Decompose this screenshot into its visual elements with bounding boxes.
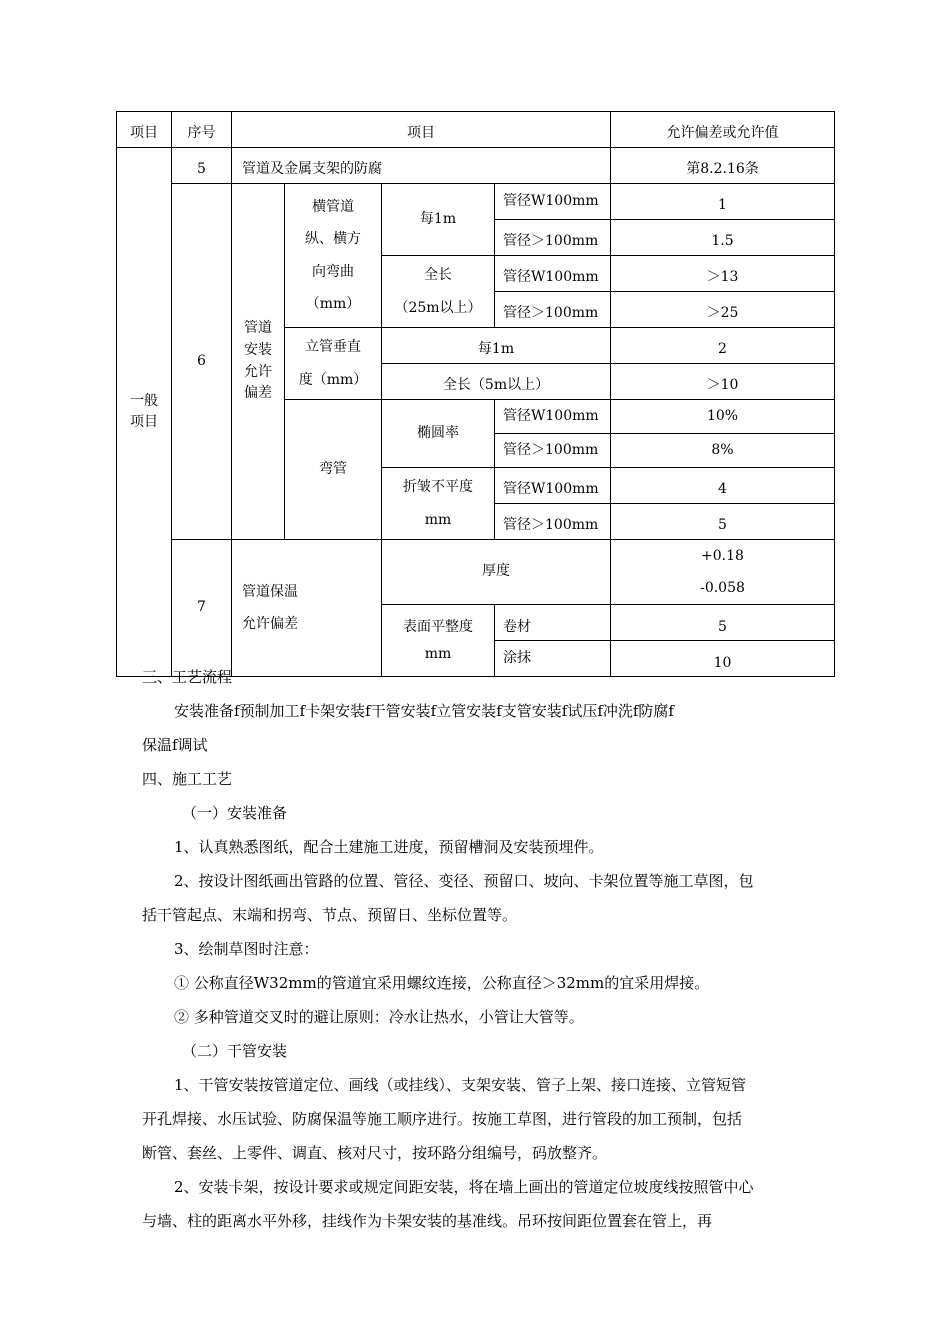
horizontal-cond-1: 管径W100mm <box>495 184 611 220</box>
category-general: 一般 项目 <box>117 148 172 677</box>
horizontal-cond-2: 管径＞100mm <box>495 220 611 256</box>
row7-cond-2: 涂抹 <box>495 641 611 677</box>
row7-flatness: 表面平整度 mm <box>382 605 495 677</box>
vertical-label: 立管垂直 度（mm） <box>285 328 382 400</box>
horizontal-cond-3: 管径W100mm <box>495 256 611 292</box>
row7-thickness-values: +0.18 -0.058 <box>611 540 835 605</box>
tolerance-table <box>116 111 835 677</box>
row5-value: 第8.2.16条 <box>611 148 835 184</box>
bend-cond-1: 管径W100mm <box>495 400 611 434</box>
bend-value-2: 8% <box>611 434 835 468</box>
bend-value-4: 5 <box>611 504 835 540</box>
header-tolerance: 允许偏差或允许值 <box>611 112 835 148</box>
horizontal-label: 横管道 纵、横方 向弯曲 （mm） <box>285 184 382 328</box>
paragraph-q2-line-2: 与墙、柱的距离水平外移，挂线作为卡架安装的基准线。吊环按间距位置套在管上，再 <box>142 1212 713 1230</box>
section-3-title: 三、工艺流程 <box>142 668 233 686</box>
row5-seq: 5 <box>172 148 232 184</box>
paragraph-3: 3、绘制草图时注意： <box>174 940 319 958</box>
paragraph-1: 1、认真熟悉图纸，配合土建施工进度，预留槽洞及安装预埋件。 <box>174 838 604 856</box>
paragraph-q1-line-3: 断管、套丝、上零件、调直、核对尺寸，按环路分组编号，码放整齐。 <box>142 1144 608 1162</box>
horizontal-value-3: ＞13 <box>611 256 835 292</box>
row7-thickness: 厚度 <box>382 540 611 605</box>
bend-value-3: 4 <box>611 468 835 504</box>
subsection-2-title: （二）干管安装 <box>182 1042 288 1060</box>
row7-seq: 7 <box>172 540 232 677</box>
row6-seq: 6 <box>172 184 232 540</box>
row7-value-1: 5 <box>611 605 835 641</box>
paragraph-2-line-2: 括干管起点、末端和拐弯、节点、预留日、坐标位置等。 <box>142 906 518 924</box>
paragraph-q1-line-2: 开孔焊接、水压试验、防腐保温等施工顺序进行。按施工草图，进行管段的加工预制，包括 <box>142 1110 743 1128</box>
vertical-value-1: 2 <box>611 328 835 364</box>
paragraph-q1-line-1: 1、干管安装按管道定位、画线（或挂线）、支架安装、管子上架、接口连接、立管短管 <box>174 1076 747 1094</box>
process-flow-line-1: 安装准备f预制加工f卡架安装f干管安装f立管安装f支管安装f试压f冲洗f防腐f <box>174 702 674 720</box>
subsection-1-title: （一）安装准备 <box>182 804 288 822</box>
row7-cond-1: 卷材 <box>495 605 611 641</box>
vertical-value-2: ＞10 <box>611 364 835 400</box>
vertical-cond-2: 全长（5m以上） <box>382 364 611 400</box>
section-4-title: 四、施工工艺 <box>142 770 233 788</box>
process-flow-line-2: 保温f调试 <box>142 736 208 754</box>
bend-ovality: 椭圆率 <box>382 400 495 468</box>
paragraph-3b: ② 多种管道交叉时的避让原则：冷水让热水，小管让大管等。 <box>174 1008 584 1026</box>
bend-wrinkle: 折皱不平度 mm <box>382 468 495 540</box>
paragraph-3a: ① 公称直径W32mm的管道宜采用螺纹连接，公称直径＞32mm的宜采用焊接。 <box>174 974 710 992</box>
paragraph-q2-line-1: 2、安装卡架，按设计要求或规定间距安装，将在墙上画出的管道定位坡度线按照管中心 <box>174 1178 754 1196</box>
row7-value-2: 10 <box>611 641 835 677</box>
vertical-cond-1: 每1m <box>382 328 611 364</box>
row7-label: 管道保温 允许偏差 <box>232 540 382 677</box>
bend-value-1: 10% <box>611 400 835 434</box>
body-text <box>142 660 842 1238</box>
horizontal-cond-4: 管径＞100mm <box>495 292 611 328</box>
bend-cond-4: 管径＞100mm <box>495 504 611 540</box>
horizontal-value-2: 1.5 <box>611 220 835 256</box>
header-seq: 序号 <box>172 112 232 148</box>
horizontal-per-meter: 每1m <box>382 184 495 256</box>
row6-label: 管道 安装 允许 偏差 <box>232 184 285 540</box>
paragraph-2-line-1: 2、按设计图纸画出管路的位置、管径、变径、预留口、坡向、卡架位置等施工草图，包 <box>174 872 754 890</box>
bend-label: 弯管 <box>285 400 382 540</box>
bend-cond-3: 管径W100mm <box>495 468 611 504</box>
horizontal-value-1: 1 <box>611 184 835 220</box>
horizontal-full-length: 全长 （25m以上） <box>382 256 495 328</box>
header-category: 项目 <box>117 112 172 148</box>
bend-cond-2: 管径＞100mm <box>495 434 611 468</box>
horizontal-value-4: ＞25 <box>611 292 835 328</box>
row5-item: 管道及金属支架的防腐 <box>232 148 611 184</box>
header-item: 项目 <box>232 112 611 148</box>
